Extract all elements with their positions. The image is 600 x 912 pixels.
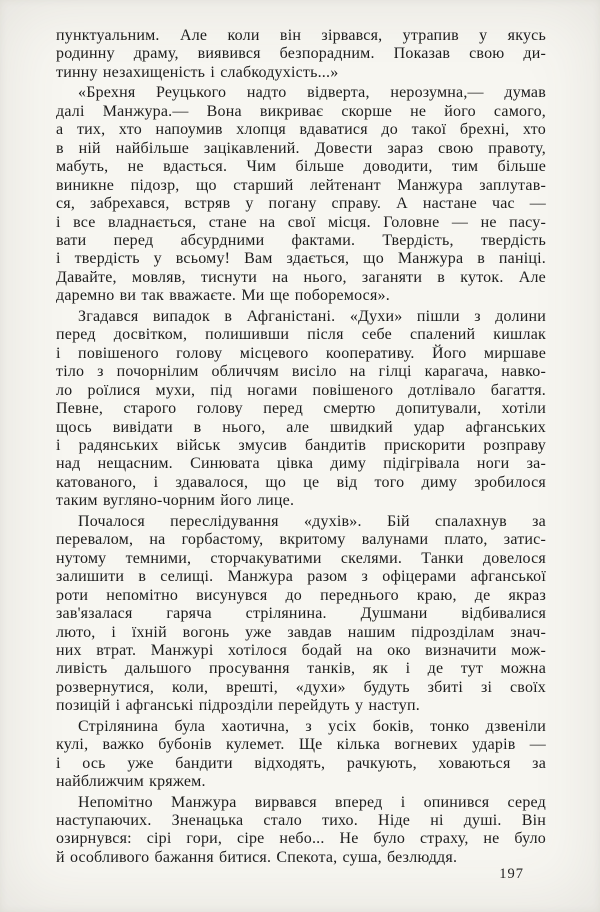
text-line: ся, забрехався, встряв у погану справу. А настане час — bbox=[56, 195, 546, 213]
text-line: даремно ви так вважаєте. Ми ще поборемося». bbox=[56, 287, 390, 305]
paragraph bbox=[56, 308, 546, 511]
text-line: Стрілянина була хаотична, з усіх боків, тонко дзвеніли bbox=[78, 717, 546, 735]
text-line: «Брехня Реуцького надто відверта, нерозумна,— думав bbox=[78, 84, 546, 102]
text-line: озирнувся: сірі гори, сіре небо... Не було страху, не було bbox=[56, 830, 546, 848]
text-line: Давайте, мовляв, тиснути на нього, заганяти в куток. Але bbox=[56, 268, 546, 286]
text-line: залишити в селищі. Манжура разом з офіцерами афганської bbox=[56, 568, 546, 586]
text-line: і ось уже бандити відходять, рачкують, ховаються за bbox=[56, 754, 546, 772]
text-block bbox=[56, 27, 546, 867]
text-line: виникне підозр, що старший лейтенант Манжура заплутав- bbox=[56, 176, 546, 194]
text-line: роти непомітно висунувся до переднього краю, де якраз bbox=[56, 586, 546, 604]
paragraph bbox=[56, 84, 546, 305]
text-line: наступаючих. Зненацька стало тихо. Ніде ні душі. Він bbox=[56, 812, 546, 830]
text-line: і радянських військ змусив бандитів прискорити розправу bbox=[56, 436, 546, 454]
text-line: них втрат. Манжурі хотілося бодай на око визначити мож- bbox=[56, 641, 546, 659]
text-line: зав'язалася гаряча стрілянина. Душмани відбивалися bbox=[56, 605, 546, 623]
text-line: Непомітно Манжура вирвався вперед і опинився серед bbox=[78, 793, 546, 811]
text-line: і все владнається, стане на свої місця. Головне — не пасу- bbox=[56, 213, 546, 231]
text-line: Почалося переслідування «духів». Бій спалахнув за bbox=[78, 512, 546, 530]
text-line: вати перед абсурдними фактами. Твердість, твердість bbox=[56, 231, 546, 249]
paragraph bbox=[56, 718, 546, 792]
text-line: люто, і їхній вогонь уже завдав нашим підрозділам знач- bbox=[56, 623, 546, 641]
paragraph bbox=[56, 513, 546, 716]
text-line: пунктуальним. Але коли він зірвався, утрапив у якусь bbox=[56, 27, 546, 44]
text-line: мабуть, не вдасться. Чим більше доводити, тим більше bbox=[56, 158, 546, 176]
text-line: нутому темними, сторчакуватими скелями. Танки довелося bbox=[56, 549, 546, 567]
paragraph bbox=[56, 27, 546, 82]
text-line: щось вивідати в нього, але швидкий удар афганських bbox=[56, 418, 546, 436]
text-line: над нещасним. Синювата цівка диму підігрівала ноги за- bbox=[56, 455, 546, 473]
paragraph bbox=[56, 794, 546, 868]
text-line: кулі, важко бубонів кулемет. Ще кілька вогневих ударів — bbox=[56, 736, 546, 754]
text-line: позицій і афганські підрозділи перейдуть у наступ. bbox=[56, 697, 420, 715]
text-line: а тих, хто напоумив хлопця вдаватися до такої брехні, хто bbox=[56, 121, 546, 139]
text-line: тіло з почорнілим обличчям висіло на гілці карагача, навко- bbox=[56, 363, 546, 381]
text-line: і повішеного голову місцевого кооперативу. Його миршаве bbox=[56, 344, 546, 362]
text-line: тинну незахищеність і слабкодухість...» bbox=[56, 63, 339, 81]
text-line: й особливого бажання битися. Спекота, суша, безлюддя. bbox=[56, 848, 458, 866]
text-line: катованого, і здавалося, що це від того диму зробилося bbox=[56, 473, 546, 491]
text-line: далі Манжура.— Вона викриває скорше не його самого, bbox=[56, 102, 546, 120]
text-line: і твердість у всьому! Вам здається, що Манжура в паніці. bbox=[56, 250, 546, 268]
text-line: розвернутися, коли, врешті, «духи» будуть збиті зі своїх bbox=[56, 678, 546, 696]
text-line: Певне, старого голову перед смертю допитували, хотіли bbox=[56, 400, 546, 418]
text-line: перед досвітком, полишивши після себе спалений кишлак bbox=[56, 326, 546, 344]
page-number: 197 bbox=[499, 866, 524, 882]
text-line: ло роїлися мухи, під ногами повішеного дотлівало багаття. bbox=[56, 381, 546, 399]
text-line: перевалом, на горбастому, вкритому валунами плато, затис- bbox=[56, 531, 546, 549]
text-line: Згадався випадок в Афганістані. «Духи» пішли з долини bbox=[78, 307, 546, 325]
text-line: в ній найбільше зацікавлений. Довести зараз свою правоту, bbox=[56, 139, 546, 157]
text-line: родинну драму, виявився безпорадним. Показав свою ди- bbox=[56, 45, 546, 63]
text-line: таким вугляно-чорним його лице. bbox=[56, 492, 295, 510]
text-line: найближчим кряжем. bbox=[56, 773, 206, 791]
text-line: ливість дальшого просування танків, як і де тут можна bbox=[56, 660, 546, 678]
